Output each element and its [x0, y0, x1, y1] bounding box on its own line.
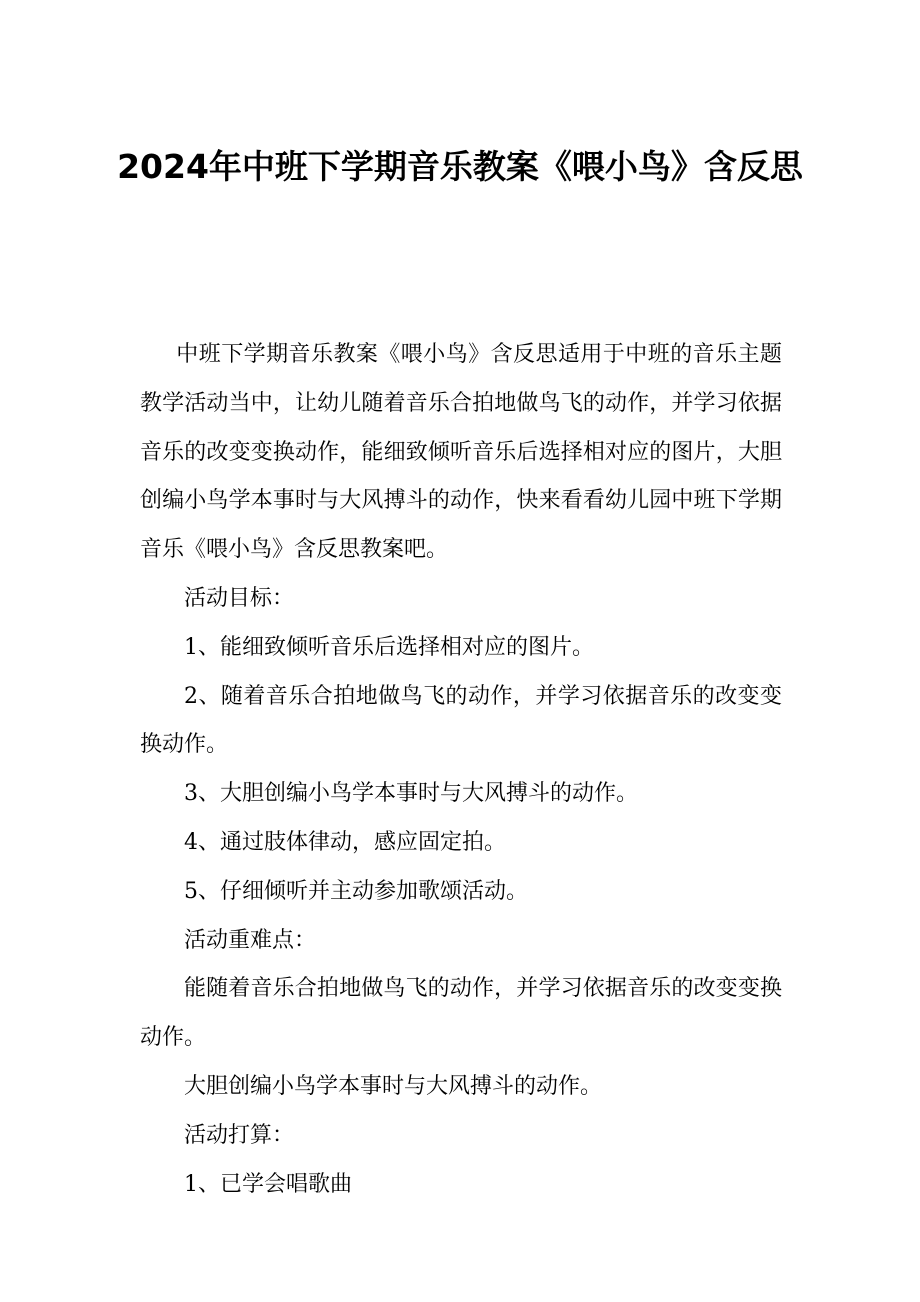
section-heading-goals: 活动目标： — [184, 585, 295, 611]
section-heading-key-points: 活动重难点： — [184, 927, 317, 953]
key-point-1: 能随着音乐合拍地做鸟飞的动作，并学习依据音乐的改变变换动作。 — [140, 976, 782, 1051]
intro-paragraph: 中班下学期音乐教案《喂小鸟》含反思适用于中班的音乐主题教学活动当中，让幼儿随着音乐合拍地做鸟飞的动作，并学习依据音乐的改变变换动作，能细致倾听音乐后选择相对应的图片，大胆创编小鸟学本事时与大风搏斗的动作，快来看看幼儿园中班下学期音乐《喂小鸟》含反思教案吧。 — [140, 342, 782, 563]
preparation-item-1: 1、已学会唱歌曲 — [184, 1171, 352, 1197]
goal-item-4: 4、通过肢体律动，感应固定拍。 — [184, 829, 506, 855]
document-title: 2024年中班下学期音乐教案《喂小鸟》含反思 — [117, 147, 803, 186]
document-body — [140, 331, 782, 1209]
goal-item-3: 3、大胆创编小鸟学本事时与大风搏斗的动作。 — [184, 781, 638, 807]
key-point-2: 大胆创编小鸟学本事时与大风搏斗的动作。 — [184, 1073, 603, 1099]
goal-item-5: 5、仔细倾听并主动参加歌颂活动。 — [184, 878, 528, 904]
goal-item-1: 1、能细致倾听音乐后选择相对应的图片。 — [184, 634, 594, 660]
goal-item-2: 2、随着音乐合拍地做鸟飞的动作，并学习依据音乐的改变变换动作。 — [140, 683, 782, 758]
section-heading-preparation: 活动打算： — [184, 1122, 295, 1148]
